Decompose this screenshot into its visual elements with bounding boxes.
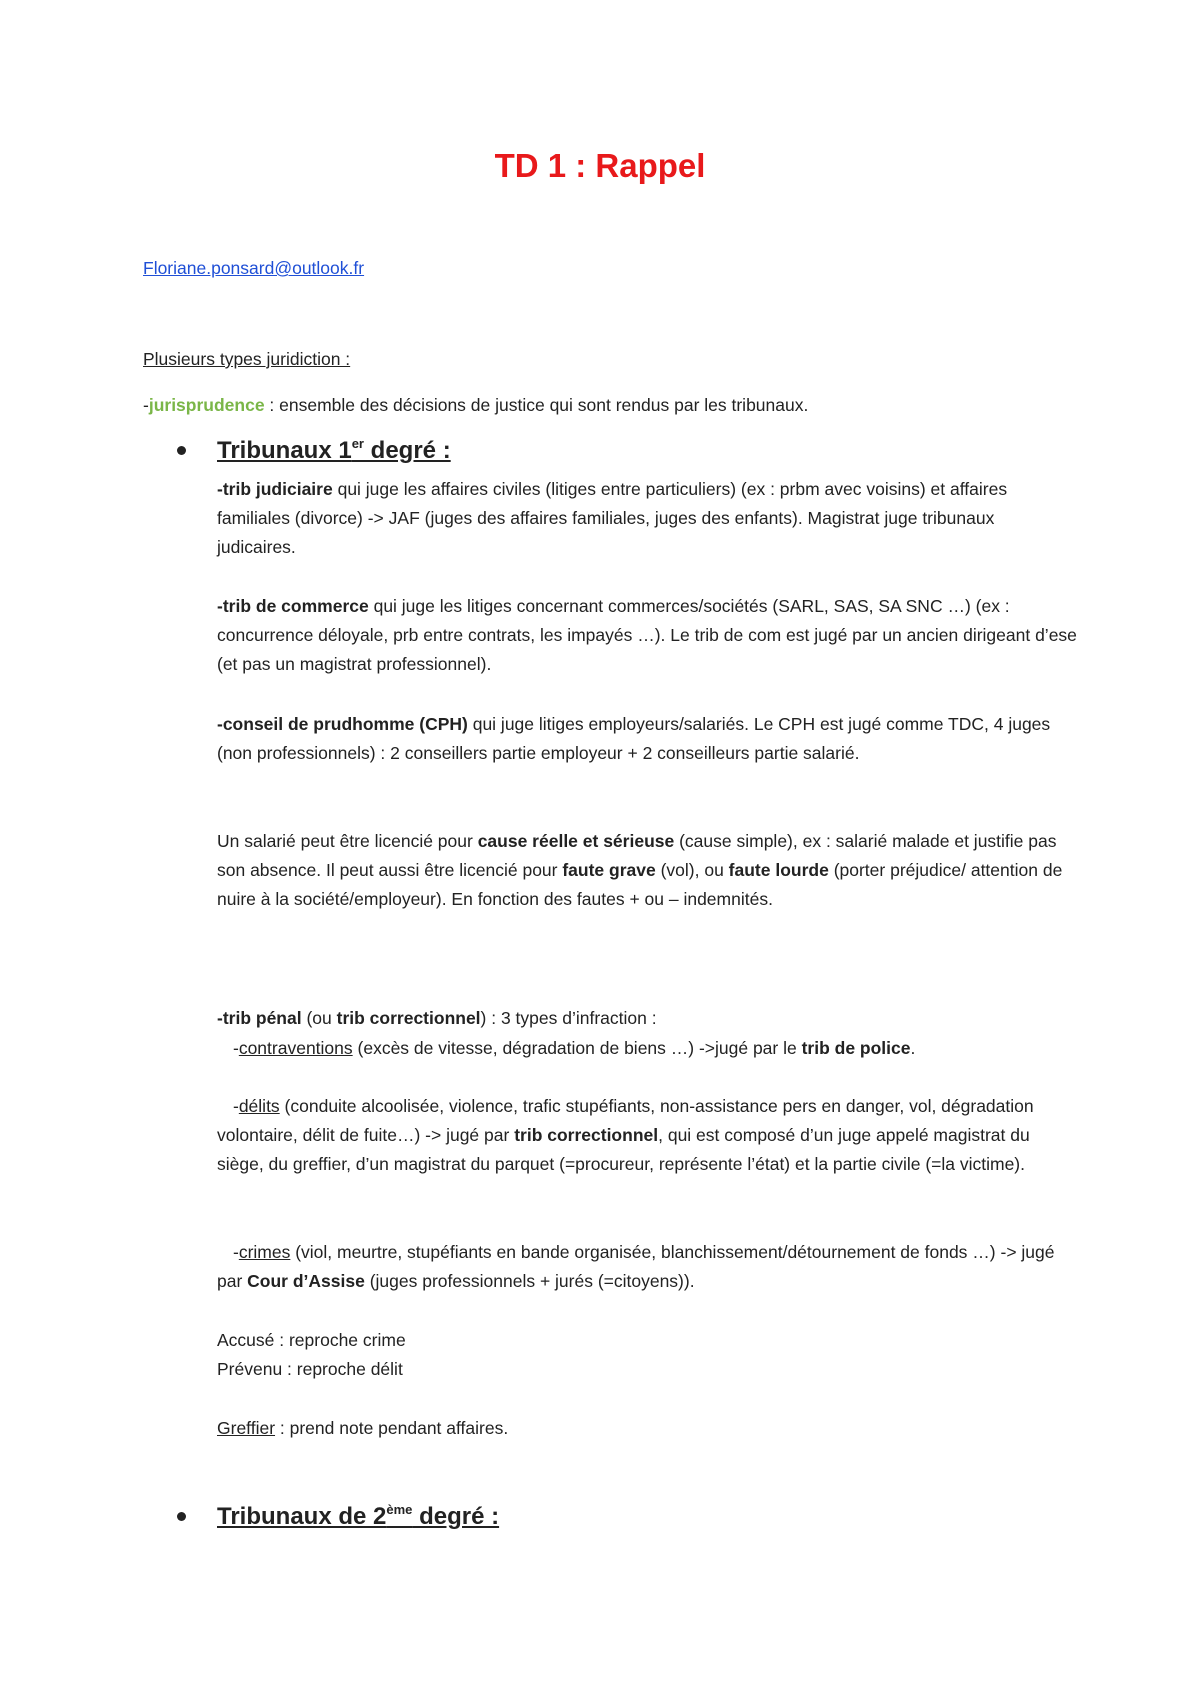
bold-term: -trib pénal <box>217 1008 302 1028</box>
text: qui juge litiges employeurs/salariés. Le CPH est jugé comme TDC, 4 juges (non professionnels) : 2 conseillers partie employeur + 2 conseilleurs partie salarié. <box>217 714 1051 763</box>
text: ) : 3 types d’infraction : <box>480 1008 657 1028</box>
greffier-line <box>217 1414 1077 1443</box>
text: qui juge les litiges concernant commerces/sociétés (SARL, SAS, SA SNC …) (ex : concurrence déloyale, prb entre contrats, les impayés …). Le trib de com est jugé par un ancien dirigeant d’ese (et pas un magistrat professionnel). <box>217 596 1077 674</box>
text: (vol), ou <box>655 860 729 880</box>
bold-term: Cour d’Assise <box>247 1271 365 1291</box>
accuse-line: Accusé : reproche crime <box>217 1330 406 1350</box>
paragraph-contraventions <box>217 1034 1077 1063</box>
term: Greffier <box>217 1418 276 1438</box>
text: . <box>910 1038 916 1058</box>
text: , qui est composé d’un juge appelé magistrat du siège, du greffier, d’un magistrat du parquet (=procureur, représente l’état) et la partie civile (=la victime). <box>217 1125 1030 1174</box>
section-heading-second-degree <box>217 1502 499 1532</box>
dash: - <box>143 395 149 415</box>
term: crimes <box>238 1242 291 1262</box>
paragraph-prudhomme <box>217 710 1077 768</box>
text: qui juge les affaires civiles (litiges entre particuliers) (ex : prbm avec voisins) et affaires familiales (divorce) -> JAF (juges des affaires familiales, juges des enfants). Magistrat juge tribunaux judicaires. <box>217 479 1008 557</box>
heading-superscript: ème <box>386 1502 413 1517</box>
term: délits <box>238 1096 280 1116</box>
jurisprudence-text: : ensemble des décisions de justice qui sont rendus par les tribunaux. <box>264 395 809 415</box>
dash: - <box>233 1242 239 1262</box>
page-title: TD 1 : Rappel <box>494 147 706 184</box>
text: (juges professionnels + jurés (=citoyens)). <box>364 1271 695 1291</box>
term: -conseil de prudhomme (CPH) <box>217 714 468 734</box>
intro-line: Plusieurs types juridiction : <box>143 349 351 369</box>
dash: - <box>233 1096 239 1116</box>
bold-term: trib correctionnel <box>336 1008 481 1028</box>
bullet-icon <box>177 446 186 455</box>
bold-term: cause réelle et sérieuse <box>477 831 675 851</box>
text: Un salarié peut être licencié pour <box>217 831 478 851</box>
text: (viol, meurtre, stupéfiants en bande organisée, blanchissement/détournement de fonds …) -> jugé par <box>217 1242 1055 1291</box>
bold-term: trib de police <box>801 1038 911 1058</box>
heading-text: Tribunaux 1 <box>217 437 352 464</box>
paragraph-licenciement <box>217 827 1077 914</box>
term: -trib de commerce <box>217 596 369 616</box>
bullet-icon <box>177 1512 186 1521</box>
bold-term: faute grave <box>562 860 656 880</box>
term: contraventions <box>238 1038 353 1058</box>
prevenu-line: Prévenu : reproche délit <box>217 1359 403 1379</box>
bold-term: faute lourde <box>728 860 829 880</box>
term: -trib judiciaire <box>217 479 333 499</box>
paragraph-trib-penal <box>217 1004 1077 1033</box>
bold-term: trib correctionnel <box>514 1125 659 1145</box>
text: (ou <box>301 1008 337 1028</box>
text: (excès de vitesse, dégradation de biens …) ->jugé par le <box>352 1038 802 1058</box>
heading-text-end: degré : <box>412 1503 500 1530</box>
section-heading-first-degree <box>217 436 451 466</box>
paragraph-crimes <box>217 1238 1077 1296</box>
jurisprudence-definition <box>143 391 808 420</box>
jurisprudence-term: jurisprudence <box>148 395 265 415</box>
text: : prend note pendant affaires. <box>275 1418 509 1438</box>
heading-text-end: degré : <box>364 437 451 464</box>
email-link[interactable]: Floriane.ponsard@outlook.fr <box>143 258 365 278</box>
paragraph-delits <box>217 1092 1077 1179</box>
text: (conduite alcoolisée, violence, trafic stupéfiants, non-assistance pers en danger, vol, dégradation volontaire, délit de fuite…) -> jugé par <box>217 1096 1034 1145</box>
text: (cause simple), ex : salarié malade et justifie pas son absence. Il peut aussi être licencié pour <box>217 831 1057 880</box>
heading-text: Tribunaux de 2 <box>217 1503 387 1530</box>
text: (porter préjudice/ attention de nuire à la société/employeur). En fonction des fautes + ou – indemnités. <box>217 860 1063 909</box>
paragraph-trib-judiciaire <box>217 475 1077 562</box>
paragraph-trib-commerce <box>217 592 1077 679</box>
heading-superscript: er <box>351 436 364 451</box>
dash: - <box>233 1038 239 1058</box>
